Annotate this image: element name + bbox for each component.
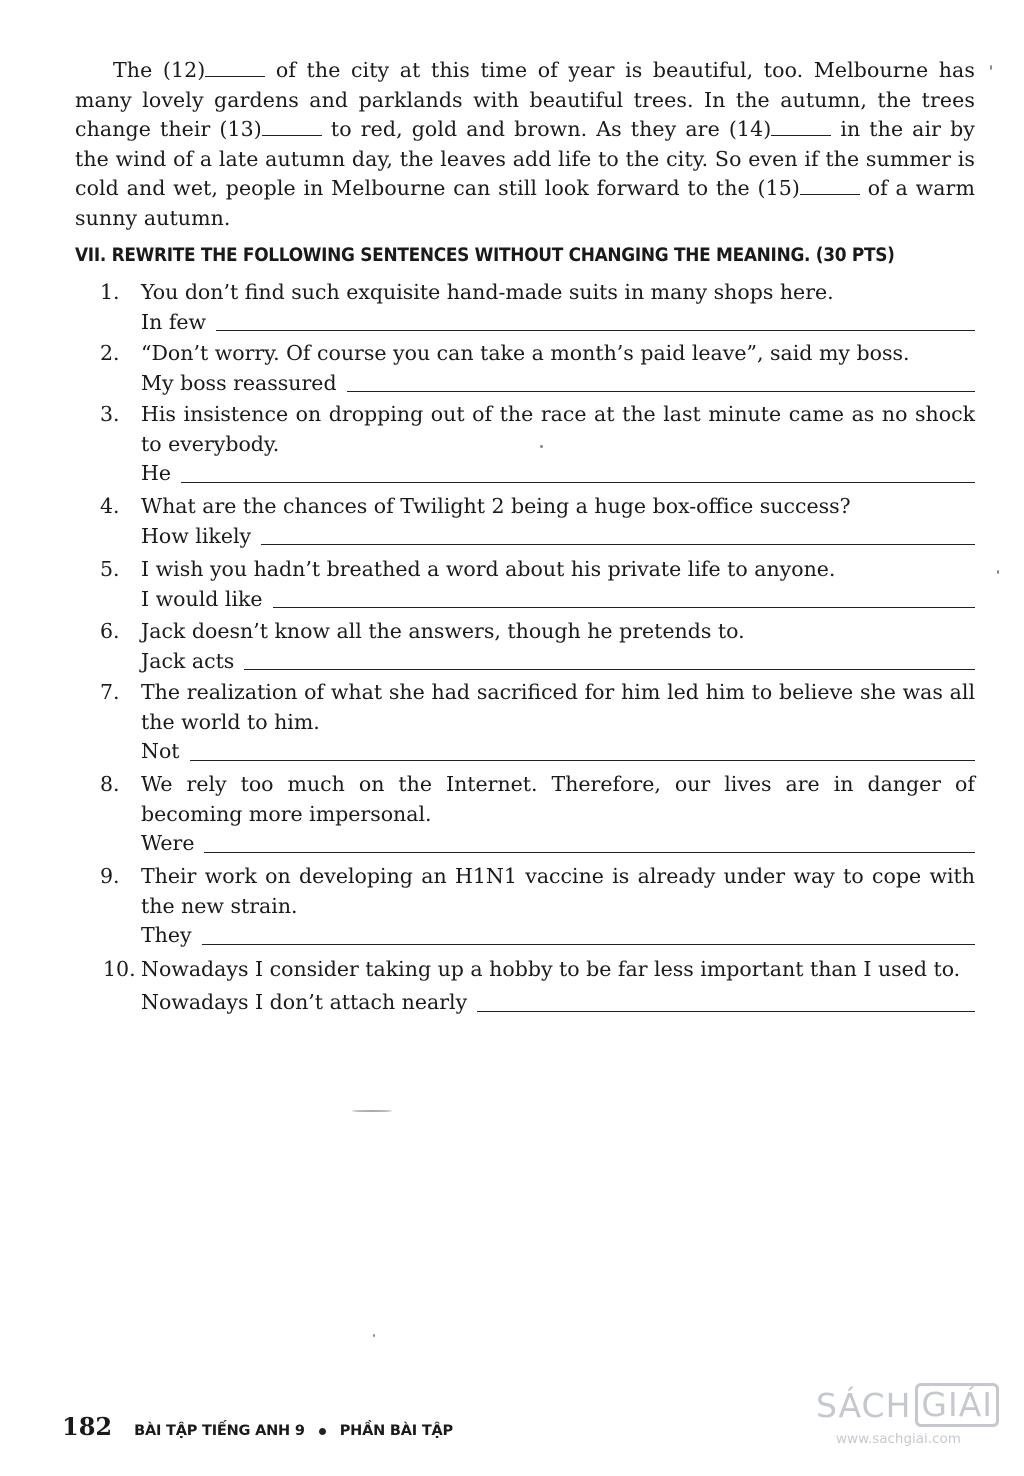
answer-line[interactable] — [190, 760, 975, 761]
answer-row — [141, 985, 975, 1018]
print-speck — [997, 570, 999, 574]
answer-row — [141, 585, 975, 615]
exercise-item-8 — [100, 770, 975, 859]
watermark-brand-box: GIẢI — [915, 1383, 999, 1427]
passage-text-2: of the city at this time of year is beautiful, too. Melbourne has many lovely gardens and parklands with beautiful trees. In the autumn, the trees change their (13) — [75, 58, 975, 142]
item-question: I wish you hadn’t breathed a word about his private life to anyone. — [141, 557, 836, 581]
blank-15 — [800, 176, 860, 195]
item-question: You don’t find such exquisite hand-made suits in many shops here. — [141, 280, 834, 304]
answer-line[interactable] — [216, 330, 975, 331]
exercise-item-10 — [100, 955, 975, 1018]
print-speck — [373, 1334, 375, 1337]
watermark-logo — [816, 1383, 1016, 1463]
answer-row — [141, 308, 975, 338]
blank-12 — [205, 58, 265, 77]
section-label: PHẦN BÀI TẬP — [339, 1423, 453, 1439]
bullet-separator — [319, 1428, 326, 1435]
answer-lead: He — [141, 461, 172, 486]
answer-lead: They — [141, 923, 192, 948]
item-number: 2. — [100, 341, 120, 365]
print-mark — [352, 1110, 392, 1112]
exercise-item-4 — [100, 492, 975, 551]
answer-line[interactable] — [202, 944, 975, 945]
print-speck — [990, 65, 992, 70]
answer-lead: How likely — [141, 523, 252, 548]
item-number: 3. — [100, 402, 120, 426]
answer-row — [141, 829, 975, 859]
answer-lead: Nowadays I don’t attach nearly — [141, 990, 468, 1014]
answer-row — [141, 459, 975, 489]
item-number: 7. — [100, 680, 120, 704]
answer-row — [141, 369, 975, 399]
item-question: We rely too much on the Internet. Therefore, our lives are in danger of becoming more impersonal. — [141, 772, 975, 826]
item-question: “Don’t worry. Of course you can take a month’s paid leave”, said my boss. — [141, 341, 910, 365]
item-question: Jack doesn’t know all the answers, though he pretends to. — [141, 619, 745, 643]
book-title: BÀI TẬP TIẾNG ANH 9 — [134, 1423, 305, 1439]
item-question: The realization of what she had sacrificed for him led him to believe she was all the world to him. — [141, 680, 975, 734]
passage-text-4: in the air by the wind of a late autumn day, the leaves add life to the city. So even if the summer is cold and wet, people in Melbourne can still look forward to the (15) — [75, 117, 975, 201]
answer-lead: My boss reassured — [141, 370, 337, 395]
answer-line[interactable] — [273, 607, 975, 608]
item-question: What are the chances of Twilight 2 being a huge box-office success? — [141, 494, 851, 518]
item-number: 1. — [100, 280, 120, 304]
item-number: 5. — [100, 557, 120, 581]
item-question: His insistence on dropping out of the race at the last minute came as no shock to everybody. — [141, 402, 975, 456]
answer-line[interactable] — [244, 669, 975, 670]
watermark-brand-left: SÁCH — [816, 1385, 912, 1425]
exercise-item-5 — [100, 555, 975, 614]
exercise-item-2 — [100, 339, 975, 398]
answer-row — [141, 737, 975, 767]
item-number: 6. — [100, 619, 120, 643]
page-number: 182 — [62, 1412, 113, 1441]
reading-passage — [75, 56, 975, 234]
exercise-item-1 — [100, 278, 975, 337]
item-question: Nowadays I consider taking up a hobby to be far less important than I used to. — [141, 957, 961, 981]
answer-lead: Not — [141, 739, 180, 764]
section-heading: VII. REWRITE THE FOLLOWING SENTENCES WITHOUT CHANGING THE MEANING. (30 PTS) — [75, 245, 895, 266]
answer-line[interactable] — [261, 544, 975, 545]
blank-14 — [771, 117, 831, 136]
passage-text-3: to red, gold and brown. As they are (14) — [321, 117, 772, 142]
watermark-url: www.sachgiai.com — [836, 1431, 961, 1447]
answer-lead: Were — [141, 831, 195, 856]
answer-line[interactable] — [204, 852, 975, 853]
print-speck — [540, 445, 543, 448]
passage-text-1: The (12) — [113, 58, 206, 82]
answer-row — [141, 647, 975, 677]
item-question: Their work on developing an H1N1 vaccine is already under way to cope with the new strain. — [141, 864, 975, 918]
passage-text-5: of a warm sunny autumn. — [75, 176, 975, 230]
exercise-item-9 — [100, 862, 975, 951]
answer-line[interactable] — [181, 482, 975, 483]
answer-line[interactable] — [477, 1011, 975, 1012]
watermark-brand — [816, 1383, 1016, 1427]
answer-row — [141, 522, 975, 552]
answer-lead: I would like — [141, 586, 263, 611]
blank-13 — [262, 117, 322, 136]
exercise-item-6 — [100, 617, 975, 676]
page-footer — [62, 1412, 453, 1441]
answer-lead: In few — [141, 309, 207, 334]
answer-lead: Jack acts — [141, 648, 235, 673]
item-number: 9. — [100, 864, 120, 888]
exercise-item-3 — [100, 400, 975, 489]
item-number: 10. — [103, 957, 136, 981]
exercise-item-7 — [100, 678, 975, 767]
answer-row — [141, 921, 975, 951]
item-number: 4. — [100, 494, 120, 518]
answer-line[interactable] — [347, 391, 975, 392]
item-number: 8. — [100, 772, 120, 796]
